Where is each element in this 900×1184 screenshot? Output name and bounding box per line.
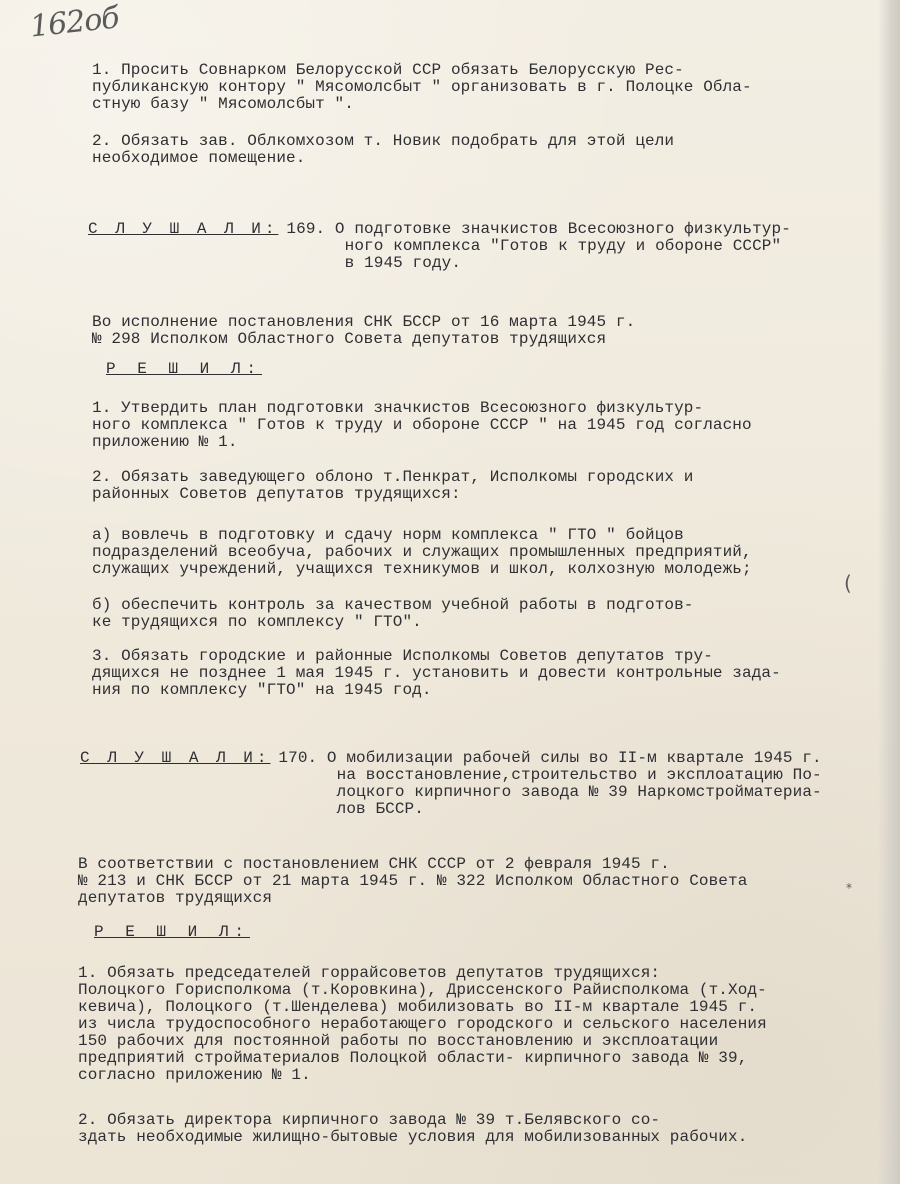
paragraph-5: 2. Обязать заведующего облоно т.Пенкрат, Исполкомы городских и районных Советов депутатов трудящихся: <box>92 468 694 503</box>
paragraph-2: 2. Обязать зав. Облкомхозом т. Новик подобрать для этой цели необходимое помещение. <box>92 132 675 167</box>
heard-item-169 <box>88 221 848 272</box>
small-mark: * <box>846 881 853 895</box>
heard-label: С Л У Ш А Л И: <box>80 749 271 767</box>
decided-heading-2: Р Е Ш И Л: <box>94 923 251 941</box>
heard-label: С Л У Ш А Л И: <box>88 220 279 238</box>
paragraph-1: 1. Просить Совнарком Белорусской ССР обязать Белорусскую Рес- публиканскую контору " Мясомолсбыт " организовать в г. Полоцке Обла- стную базу " Мясомолсбыт ". <box>92 61 752 113</box>
paragraph-11: 2. Обязать директора кирпичного завода № 39 т.Белявского со- здать необходимые жилищно-бытовые условия для мобилизованных рабочих. <box>78 1111 748 1146</box>
paragraph-7: б) обеспечить контроль за качеством учебной работы в подготов- ке трудящихся по комплексу " ГТО". <box>92 596 694 631</box>
paragraph-4: 1. Утвердить план подготовки значкистов Всесоюзного физкультур- ного комплекса " Готов к труду и обороне СССР " на 1945 год согласно приложению № 1. <box>92 399 752 451</box>
heard-text: 170. О мобилизации рабочей силы во II-м квартале 1945 г. на восстановление,строительство и эксплоатацию По- лоцкого кирпичного завода № 39 Наркомстройматериа- лов БССР. <box>278 749 822 818</box>
decided-heading-1: Р Е Ш И Л: <box>106 360 263 378</box>
paragraph-6: а) вовлечь в подготовку и сдачу норм комплекса " ГТО " бойцов подразделений всеобуча, рабочих и служащих промышленных предприятий, служащих учреждений, учащихся техникумов и школ, колхозную молодежь; <box>92 526 752 578</box>
paragraph-8: 3. Обязать городские и районные Исполкомы Советов депутатов тру- дящихся не позднее 1 мая 1945 г. установить и довести контрольные зада- ния по комплексу "ГТО" на 1945 год. <box>92 647 781 699</box>
page-number: 162об <box>28 0 121 45</box>
paragraph-3: Во исполнение постановления СНК БССР от 16 марта 1945 г. № 298 Исполком Областного Совета депутатов трудящихся <box>92 313 636 348</box>
heard-item-170 <box>80 750 860 818</box>
paragraph-10: 1. Обязать председателей горрайсоветов депутатов трудящихся: Полоцкого Горисполкома (т.Коровкина), Дриссенского Райисполкома (т.Ход- кевича), Полоцкого (т.Шенделева) мобилизовать во II-м квартале 1945 г. из числа трудоспособного неработающего городского и сельского населения 150 рабочих для постоянной работы по восстановлению и эксплоатации предприятий стройматериалов Полоцкой области- кирпичного завода № 39, согласно приложению № 1. <box>78 964 767 1084</box>
page-edge-shadow <box>878 0 900 1184</box>
margin-mark: ( <box>844 571 852 595</box>
heard-text: 169. О подготовке значкистов Всесоюзного физкультур- ного комплекса "Готов к труду и обороне СССР" в 1945 году. <box>286 220 791 272</box>
paragraph-9: В соответствии с постановлением СНК СССР от 2 февраля 1945 г. № 213 и СНК БССР от 21 марта 1945 г. № 322 Исполком Областного Совета депутатов трудящихся <box>78 855 748 907</box>
